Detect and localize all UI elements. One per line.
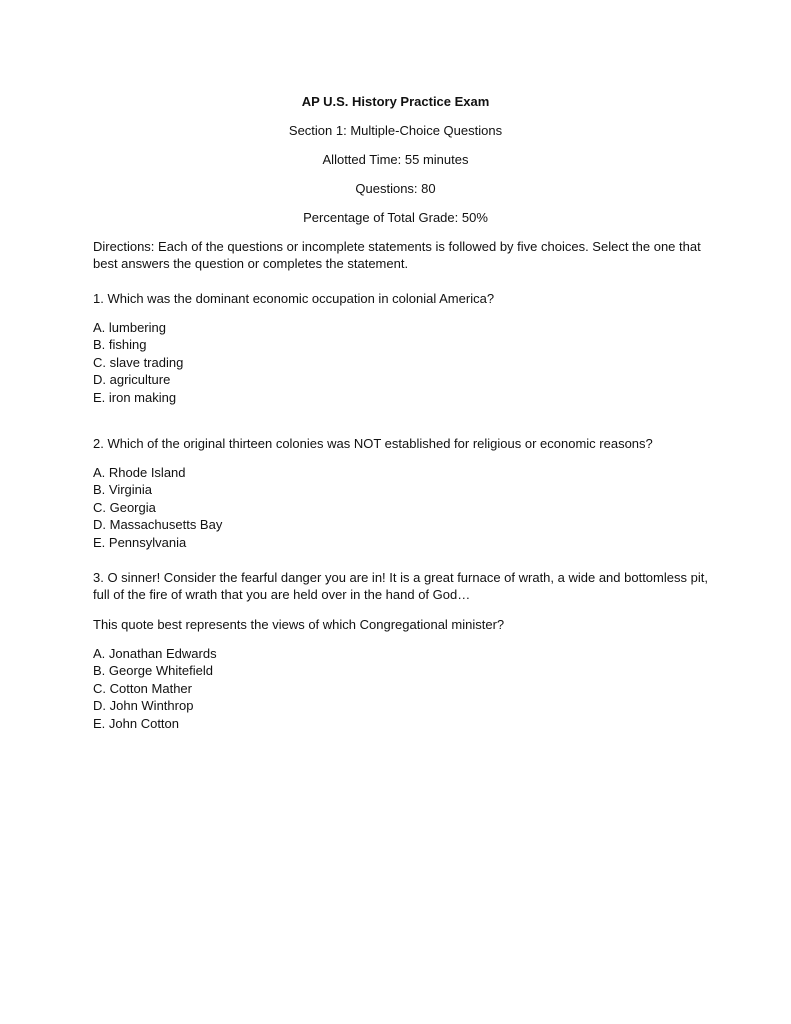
choice-3e: E. John Cotton [93,715,179,731]
exam-title: AP U.S. History Practice Exam [301,94,490,109]
question-3-prompt: This quote best represents the views of which Congregational minister? [93,617,505,632]
choice-3b: B. George Whitefield [93,663,213,679]
choice-3c: C. Cotton Mather [93,680,192,696]
allotted-time: Allotted Time: 55 minutes [322,152,469,167]
choice-1a: A. lumbering [93,320,166,335]
choice-2d: D. Massachusetts Bay [93,517,223,533]
question-1: 1. Which was the dominant economic occupation in colonial America? [93,291,495,306]
choice-3a: A. Jonathan Edwards [93,646,217,661]
choice-2e: E. Pennsylvania [93,534,187,550]
question-3: 3. O sinner! Consider the fearful danger you are in! It is a great furnace of wrath, a wide and bottomless pit, full of the fire of wrath that you are held over in the hand of God… [93,570,708,603]
question-2: 2. Which of the original thirteen colonies was NOT established for religious or economic reasons? [93,436,653,451]
choice-3d: D. John Winthrop [93,698,194,714]
question-1-choices [93,319,183,406]
question-count: Questions: 80 [355,181,436,196]
choice-2a: A. Rhode Island [93,465,186,480]
choice-1e: E. iron making [93,389,177,405]
question-2-choices [93,464,222,551]
directions: Directions: Each of the questions or incomplete statements is followed by five choices. Select the one that best answers the question or completes the statement. [93,239,701,272]
choice-1b: B. fishing [93,337,147,353]
section-heading: Section 1: Multiple-Choice Questions [288,123,503,138]
question-3-choices [93,645,217,732]
choice-2b: B. Virginia [93,482,153,498]
choice-2c: C. Georgia [93,499,156,515]
choice-1d: D. agriculture [93,372,171,388]
grade-percentage: Percentage of Total Grade: 50% [303,210,488,225]
choice-1c: C. slave trading [93,354,184,370]
